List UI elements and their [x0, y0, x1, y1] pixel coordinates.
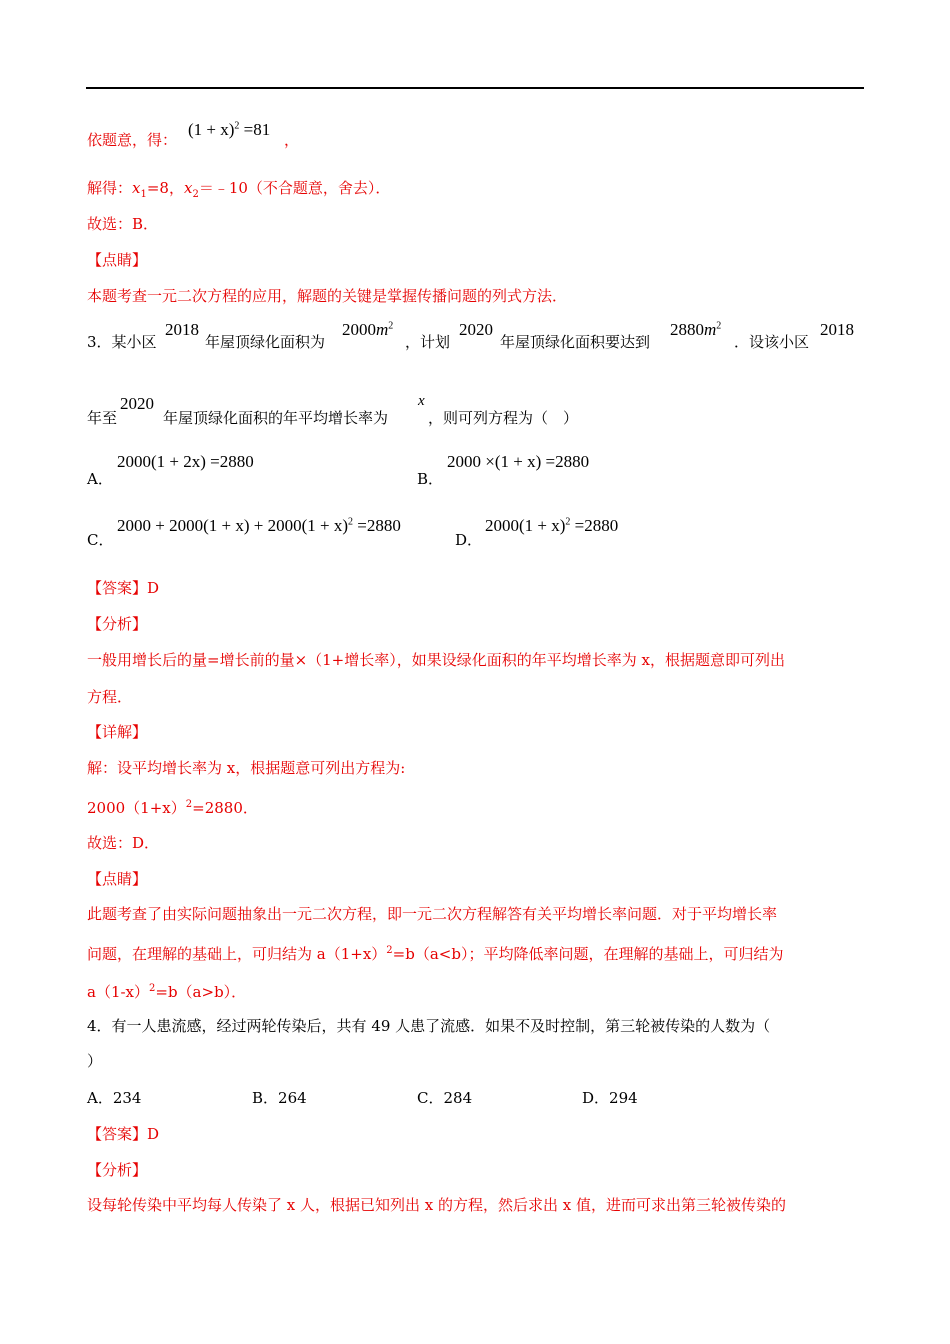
text: =b（a<b）；平均降低率问题，在理解的基础上，可归结为 [392, 945, 784, 963]
detail-line-3: 故选：D． [87, 834, 160, 852]
option-b-label: B． [417, 470, 444, 488]
sub1: 1 [140, 189, 147, 200]
var-x1: x [132, 179, 141, 197]
q4-option-d: D．294 [582, 1089, 638, 1107]
q3-line-1 [87, 332, 157, 352]
option-a-label: A． [87, 470, 113, 488]
detail-line-1: 解：设平均增长率为 x，根据题意可列出方程为: [87, 759, 406, 777]
text: 年屋顶绿化面积为 [205, 333, 326, 351]
detail-line-2 [87, 795, 258, 818]
text: 年至 [87, 409, 118, 427]
exp: 2 [386, 945, 393, 956]
analysis-4-line-1: 设每轮传染中平均每人传染了 x 人，根据已知列出 x 的方程，然后求出 x 值，进而可求出第三轮被传染的 [87, 1196, 786, 1214]
eq-part: =2880 [570, 516, 619, 535]
analysis-line-2: 方程． [87, 688, 133, 706]
val2: ＝﹣10（不合题意，舍去）． [198, 179, 391, 197]
eq-part: 2000 + 2000(1 + x) + 2000(1 + x) [117, 516, 348, 535]
equation-1 [188, 120, 270, 140]
sub2: 2 [192, 189, 199, 200]
text: 依题意，得： [87, 131, 178, 149]
analysis-line-1: 一般用增长后的量=增长前的量×（1+增长率），如果设绿化面积的年平均增长率为 x，根据题意即可列出 [87, 651, 785, 669]
solution-line-roots [87, 178, 390, 205]
header-rule [86, 87, 864, 89]
var-x2: x [183, 179, 193, 197]
answer-3: 【答案】D [87, 579, 160, 597]
dianjing-header: 【点睛】 [87, 870, 148, 888]
q4-option-b: B．264 [252, 1089, 307, 1107]
option-a-equation: 2000(1 + 2x) =2880 [117, 452, 254, 471]
num: 2000 [342, 320, 376, 339]
text: 问题，在理解的基础上，可归结为 a（1+x） [87, 945, 387, 963]
var-x: x [418, 393, 425, 409]
dianjing-line-2 [87, 941, 783, 964]
text: 解得： [87, 179, 133, 197]
q4-option-a: A．234 [87, 1089, 142, 1107]
option-b-equation: 2000 ×(1 + x) =2880 [447, 452, 590, 471]
detail-header: 【详解】 [87, 723, 148, 741]
text: ，则可列方程为（ ） [428, 409, 579, 427]
unit: m [376, 320, 389, 339]
exp: 2 [348, 516, 353, 528]
year-2018: 2018 [165, 320, 199, 339]
exp: 2 [388, 320, 394, 332]
comment-text: 本题考查一元二次方程的应用，解题的关键是掌握传播问题的列式方法． [87, 287, 568, 305]
eq-exp: 2 [234, 120, 240, 132]
option-c-equation [117, 516, 401, 536]
dianjing-line-1: 此题考查了由实际问题抽象出一元二次方程，即一元二次方程解答有关平均增长率问题．对于平均增长率 [87, 905, 778, 923]
text: =2880． [192, 799, 258, 817]
text: 年屋顶绿化面积要达到 [500, 333, 651, 351]
area-2000 [342, 320, 393, 340]
exp: 2 [185, 799, 193, 810]
eq-rhs: =81 [239, 120, 271, 139]
num: 2880 [670, 320, 704, 339]
q4-line-1: 4．有一人患流感，经过两轮传染后，共有 49 人患了流感．如果不及时控制，第三轮被传染的人数为（ [87, 1017, 771, 1035]
option-c-label: C． [87, 531, 114, 549]
solution-line-equation [87, 130, 177, 150]
text: ．设该小区 [734, 333, 810, 351]
analysis-4-header: 【分析】 [87, 1161, 148, 1179]
val1: =8， [146, 179, 184, 197]
dianjing-line-3 [87, 979, 246, 1002]
year-2020-b: 2020 [120, 394, 154, 413]
text: a（1-x） [87, 983, 150, 1001]
exp: 2 [149, 983, 156, 994]
text: ，计划 [405, 333, 451, 351]
q4-line-2: ） [87, 1052, 103, 1070]
year-2018-b: 2018 [820, 320, 854, 339]
answer-4: 【答案】D [87, 1125, 160, 1143]
option-d-label: D． [455, 531, 483, 549]
exp: 2 [565, 516, 571, 528]
q4-option-c: C．284 [417, 1089, 473, 1107]
eq-part: 2000(1 + x) [485, 516, 566, 535]
year-2020: 2020 [459, 320, 493, 339]
eq-lhs: (1 + x) [188, 120, 235, 139]
choice-line-b: 故选：B． [87, 215, 159, 233]
analysis-header: 【分析】 [87, 615, 148, 633]
text: 年屋顶绿化面积的年平均增长率为 [163, 409, 389, 427]
unit: m [704, 320, 717, 339]
text: 3．某小区 [87, 333, 157, 351]
section-dianjing: 【点睛】 [87, 251, 148, 269]
text: 2000（1+x） [87, 799, 186, 817]
text: =b（a>b）． [155, 983, 247, 1001]
eq-part: =2880 [353, 516, 401, 535]
punct: ， [284, 131, 300, 149]
area-2880 [670, 320, 721, 340]
exp: 2 [716, 320, 722, 332]
option-d-equation [485, 516, 618, 536]
